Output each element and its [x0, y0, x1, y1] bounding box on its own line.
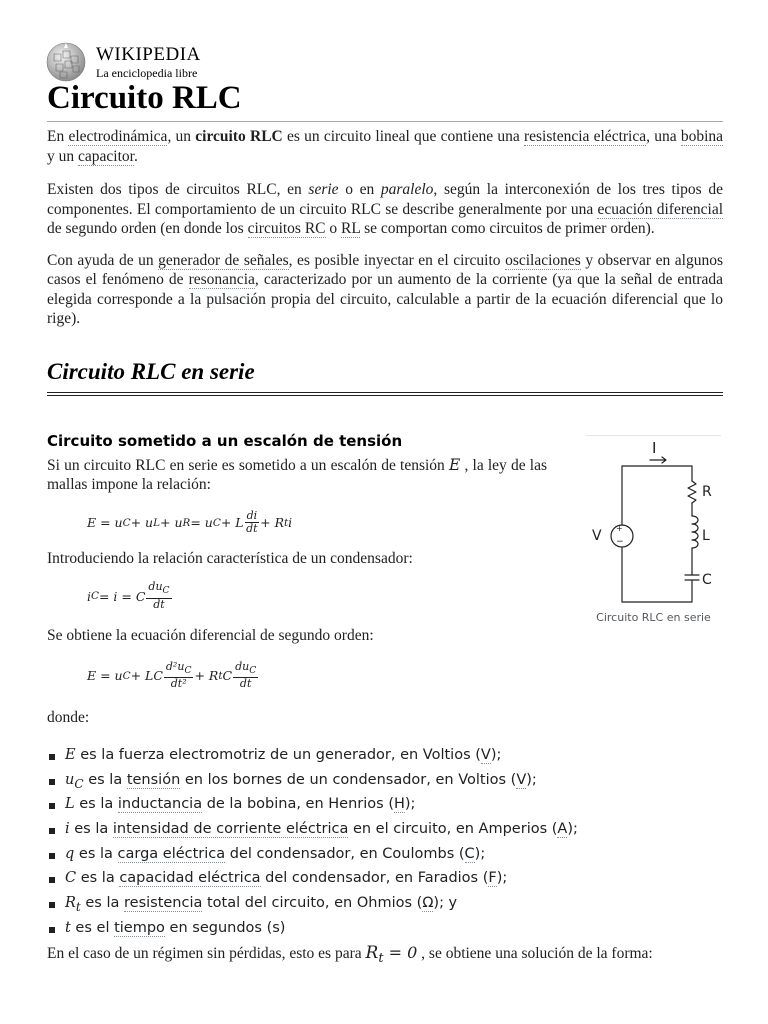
link-ohmio[interactable]: Ω: [422, 895, 434, 912]
paragraph-sin-perdidas: En el caso de un régimen sin pérdidas, esto es para $R_t = 0$ , se obtiene una solución de la forma:: [47, 942, 653, 966]
link-capacitor[interactable]: capacitor: [78, 147, 134, 165]
list-item: q es la carga eléctrica del condensador, en Coulombs (C);: [47, 842, 723, 867]
link-oscilaciones[interactable]: oscilaciones: [505, 251, 581, 269]
list-item: C es la capacidad eléctrica del condensador, en Faradios (F);: [47, 866, 723, 891]
paragraph-donde: donde:: [47, 708, 90, 726]
rlc-circuit-diagram: [586, 436, 721, 604]
link-bobina[interactable]: bobina: [680, 128, 724, 145]
link-coulomb[interactable]: C: [464, 845, 475, 862]
link-rl[interactable]: RL: [341, 220, 361, 237]
capacitor-label: C: [702, 572, 712, 588]
equation-segundo-orden: E = u C + LC $\frac{d^2u_C}{\text{dt²}}$ + R t C $\frac{du_C}{dt}$: [87, 659, 257, 691]
paragraph-condensador: Introduciendo la relación característica de un condensador:: [47, 549, 413, 567]
link-resistencia-electrica[interactable]: resistencia eléctrica: [523, 128, 647, 145]
link-electrodinamica[interactable]: electrodinámica: [68, 128, 168, 145]
equation-mallas: E = u C + u L + u R = u C + L $\frac{di}{dt}$ + R t i: [87, 509, 293, 535]
inductor-label: L: [702, 528, 710, 544]
intro-paragraph-2: Existen dos tipos de circuitos RLC, en serie o en paralelo, según la interconexión de los tres tipos de componentes. El comportamiento de un circuito RLC se describe generalmente por una ecuación diferencial de segundo orden (en donde los circuitos RC o RL se comportan como circuitos de primer orden).: [47, 181, 724, 237]
list-item: $u_C$ es la tensión en los bornes de un condensador, en Voltios (V);: [47, 768, 723, 793]
paragraph-escalon: Si un circuito RLC en serie es sometido a un escalón de tensión E , la ley de las mallas impone la relación:: [47, 455, 547, 493]
link-voltio-2[interactable]: V: [516, 771, 527, 788]
list-item: $R_t$ es la resistencia total del circuito, en Ohmios (Ω); y: [47, 891, 723, 916]
current-arrow-icon: [650, 457, 666, 463]
link-tiempo[interactable]: tiempo: [114, 919, 165, 936]
voltage-label: V: [592, 528, 602, 544]
link-henrio[interactable]: H: [393, 796, 405, 813]
minus-sign: −: [616, 537, 624, 547]
link-resistencia[interactable]: resistencia: [124, 895, 203, 912]
link-carga-electrica[interactable]: carga eléctrica: [117, 845, 226, 862]
link-ecuacion-diferencial[interactable]: ecuación diferencial: [597, 200, 724, 218]
equation-condensador: i C = i = C $\frac{du_C}{dt}$: [87, 580, 170, 611]
link-inductancia[interactable]: inductancia: [117, 796, 203, 813]
intro-paragraph-3: Con ayuda de un generador de señales, es posible inyectar en el circuito oscilaciones y observar en algunos casos el fenómeno de resonancia, caracterizado por un aumento de la corriente (ya que la señal de entrada elegida corresponde a la pulsación propia del circuito, calculable a partir de la ecuación diferencial que lo rige).: [47, 251, 723, 327]
section-rlc-serie: [47, 359, 723, 396]
wikipedia-tagline: La enciclopedia libre: [96, 66, 198, 80]
link-resonancia[interactable]: resonancia: [188, 271, 255, 288]
list-item: L es la inductancia de la bobina, en Henrios (H);: [47, 792, 723, 817]
wikipedia-wordmark: WIKIPEDIA: [96, 44, 201, 65]
section-heading: Circuito RLC en serie: [47, 358, 255, 384]
paragraph-segundo-orden: Se obtiene la ecuación diferencial de segundo orden:: [47, 627, 374, 644]
link-faradio[interactable]: F: [488, 870, 497, 887]
list-item: E es la fuerza electromotriz de un generador, en Voltios (V);: [47, 743, 723, 768]
link-generador-de-senales[interactable]: generador de señales: [158, 251, 289, 269]
link-circuitos-rc[interactable]: circuitos RC: [247, 220, 326, 237]
circuit-figure[interactable]: [586, 435, 721, 624]
section-divider: [47, 392, 723, 396]
link-amperio[interactable]: A: [557, 821, 568, 838]
section-body: [47, 432, 547, 728]
inductor-icon: [692, 516, 698, 548]
list-item: t es el tiempo en segundos (s): [47, 916, 723, 941]
current-label: I: [652, 439, 657, 457]
list-item: i es la intensidad de corriente eléctrica en el circuito, en Amperios (A);: [47, 817, 723, 842]
subsection-heading: Circuito sometido a un escalón de tensión: [47, 431, 403, 450]
link-tension[interactable]: tensión: [126, 771, 181, 788]
wikipedia-globe-icon: [44, 42, 88, 82]
resistor-icon: [688, 481, 696, 503]
title-divider: [47, 121, 723, 122]
link-capacidad-electrica[interactable]: capacidad eléctrica: [119, 870, 261, 887]
wikipedia-logo[interactable]: [44, 42, 201, 82]
plus-sign: +: [616, 524, 623, 533]
page-title: Circuito RLC: [47, 80, 242, 116]
intro-paragraph-1: En electrodinámica, un circuito RLC es un circuito lineal que contiene una resistencia eléctrica, una bobina y un capacitor.: [47, 128, 724, 165]
definitions-list: [47, 743, 723, 941]
link-voltio[interactable]: V: [480, 747, 491, 763]
link-intensidad-corriente[interactable]: intensidad de corriente eléctrica: [112, 821, 349, 838]
resistor-label: R: [702, 484, 712, 500]
capacitor-icon: [685, 575, 699, 580]
figure-caption: Circuito RLC en serie: [596, 611, 711, 624]
